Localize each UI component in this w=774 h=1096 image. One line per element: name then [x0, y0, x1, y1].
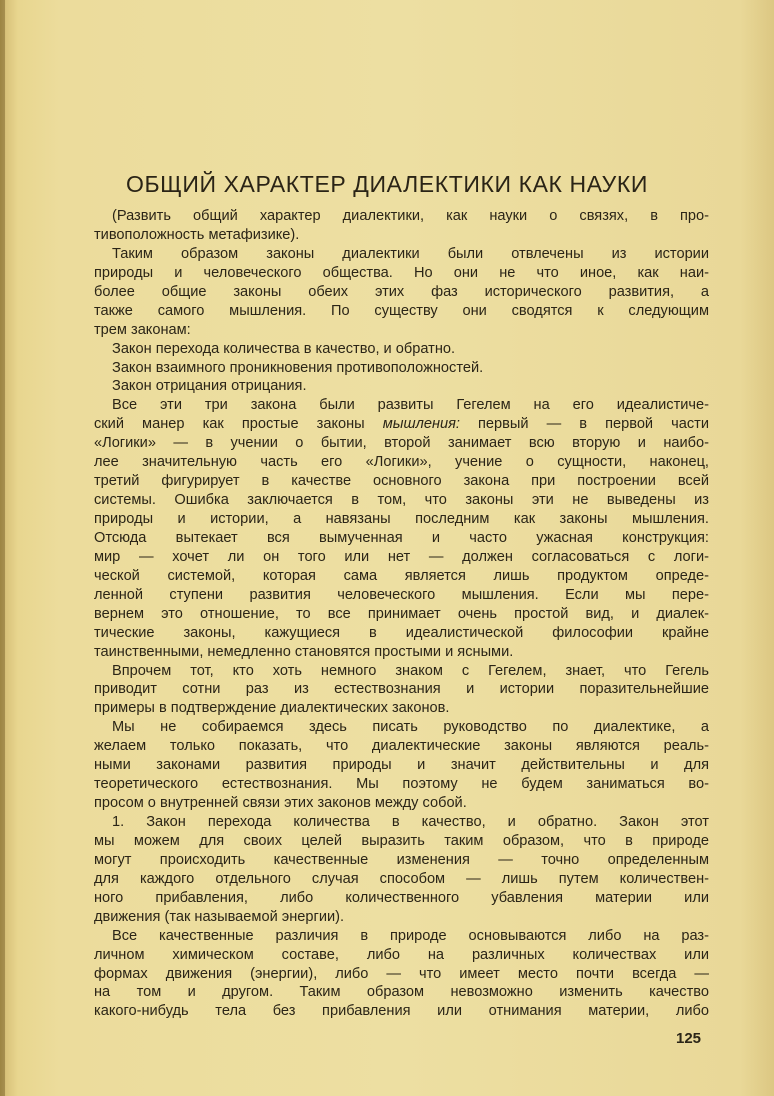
- text-line: формах движения (энергии), либо — что имеет место почти всегда —: [94, 965, 709, 982]
- paragraph: [94, 396, 709, 661]
- text-line: природы и человеческого общества. Но они не что иное, как наи-: [94, 264, 709, 281]
- text-line: ного прибавления, либо количественного убавления материи или: [94, 889, 709, 906]
- body-text: [94, 207, 709, 1021]
- text-line: могут происходить качественные изменения — точно определенным: [94, 851, 709, 868]
- paragraph: [94, 927, 709, 1022]
- text-line: трем законам:: [94, 321, 191, 338]
- text-line: Закон взаимного проникновения противоположностей.: [112, 359, 484, 376]
- text-line: примеры в подтверждение диалектических законов.: [94, 700, 450, 717]
- text-line: Закон отрицания отрицания.: [112, 378, 307, 395]
- text-line: на том и другом. Таким образом невозможно изменить качество: [94, 984, 709, 1001]
- text-line: (Развить общий характер диалектики, как науки о связях, в про-: [112, 208, 709, 224]
- paragraph: [94, 813, 709, 927]
- text-line: ленной ступени развития человеческого мышления. Если мы пере-: [94, 586, 709, 603]
- paragraph: [94, 245, 709, 340]
- text-line: Отсюда вытекает вся вымученная и часто ужасная конструкция:: [94, 529, 709, 546]
- text-line: мы можем для своих целей выразить таким образом, что в природе: [94, 832, 709, 849]
- text-line: просом о внутренней связи этих законов между собой.: [94, 795, 467, 812]
- text-line: ными законами развития природы и значит действительны и для: [94, 757, 709, 774]
- text-line: вернем это отношение, то все принимает очень простой вид, и диалек-: [94, 605, 709, 622]
- paragraph: [94, 359, 709, 378]
- text-line: Впрочем тот, кто хоть немного знаком с Гегелем, знает, что Гегель: [112, 662, 709, 679]
- text-line: для каждого отдельного случая способом — лишь путем количествен-: [94, 870, 709, 887]
- text-line: 1. Закон перехода количества в качество, и обратно. Закон этот: [112, 814, 709, 830]
- text-line: также самого мышления. По существу они сводятся к следующим: [94, 302, 709, 319]
- text-line: желаем только показать, что диалектические законы являются реаль-: [94, 738, 709, 755]
- text-line: Таким образом законы диалектики были отвлечены из истории: [112, 245, 709, 262]
- text-line: «Логики» — в учении о бытии, второй занимает всю вторую и наибо-: [94, 435, 709, 452]
- text-line: Мы не собираемся здесь писать руководство по диалектике, а: [112, 719, 709, 736]
- paragraph: [94, 662, 709, 719]
- text-line: третий фигурирует в качестве основного закона при построении всей: [94, 473, 709, 490]
- text-line: Все эти три закона были развиты Гегелем на его идеалистиче-: [112, 397, 709, 414]
- text-line: приводит сотни раз из естествознания и истории поразительнейшие: [94, 681, 709, 698]
- text-line: природы и истории, а навязаны последним как законы мышления.: [94, 511, 709, 527]
- text-segment: первый — в первой части: [459, 416, 710, 433]
- text-line: движения (так называемой энергии).: [94, 908, 345, 925]
- text-line: ческой системой, которая сама является лишь продуктом опреде-: [94, 567, 709, 584]
- paragraph: [94, 718, 709, 813]
- italic-emphasis: мышления:: [382, 416, 460, 433]
- page-number: 125: [676, 1030, 702, 1047]
- text-line: Закон перехода количества в качество, и обратно.: [112, 340, 456, 357]
- text-line: лее значительную часть его «Логики», учение о сущности, наконец,: [94, 454, 709, 471]
- text-line: личном химическом составе, либо на различных количествах или: [94, 946, 709, 963]
- text-line: таинственными, немедленно становятся простыми и ясными.: [94, 643, 514, 660]
- text-line: более общие законы обеих этих фаз исторического развития, а: [94, 283, 709, 300]
- paragraph: [94, 207, 709, 245]
- text-line: мир — хочет ли он того или нет — должен согласоваться с логи-: [94, 548, 709, 565]
- text-line: тивоположность метафизике).: [94, 226, 300, 243]
- text-line: [94, 415, 709, 434]
- text-segment: ский манер как простые законы: [94, 416, 383, 433]
- paragraph: [94, 340, 709, 359]
- chapter-title: ОБЩИЙ ХАРАКТЕР ДИАЛЕКТИКИ КАК НАУКИ: [125, 171, 649, 197]
- text-line: какого-нибудь тела без прибавления или отнимания материи, либо: [94, 1003, 709, 1020]
- paragraph: [94, 377, 709, 396]
- book-binding-shadow: [0, 0, 5, 1096]
- text-line: Все качественные различия в природе основываются либо на раз-: [112, 927, 709, 944]
- text-line: теоретического естествознания. Мы поэтому не будем заниматься во-: [94, 776, 709, 793]
- text-line: системы. Ошибка заключается в том, что законы эти не выведены из: [94, 492, 709, 509]
- text-line: тические законы, кажущиеся в идеалистической философии крайне: [94, 624, 709, 641]
